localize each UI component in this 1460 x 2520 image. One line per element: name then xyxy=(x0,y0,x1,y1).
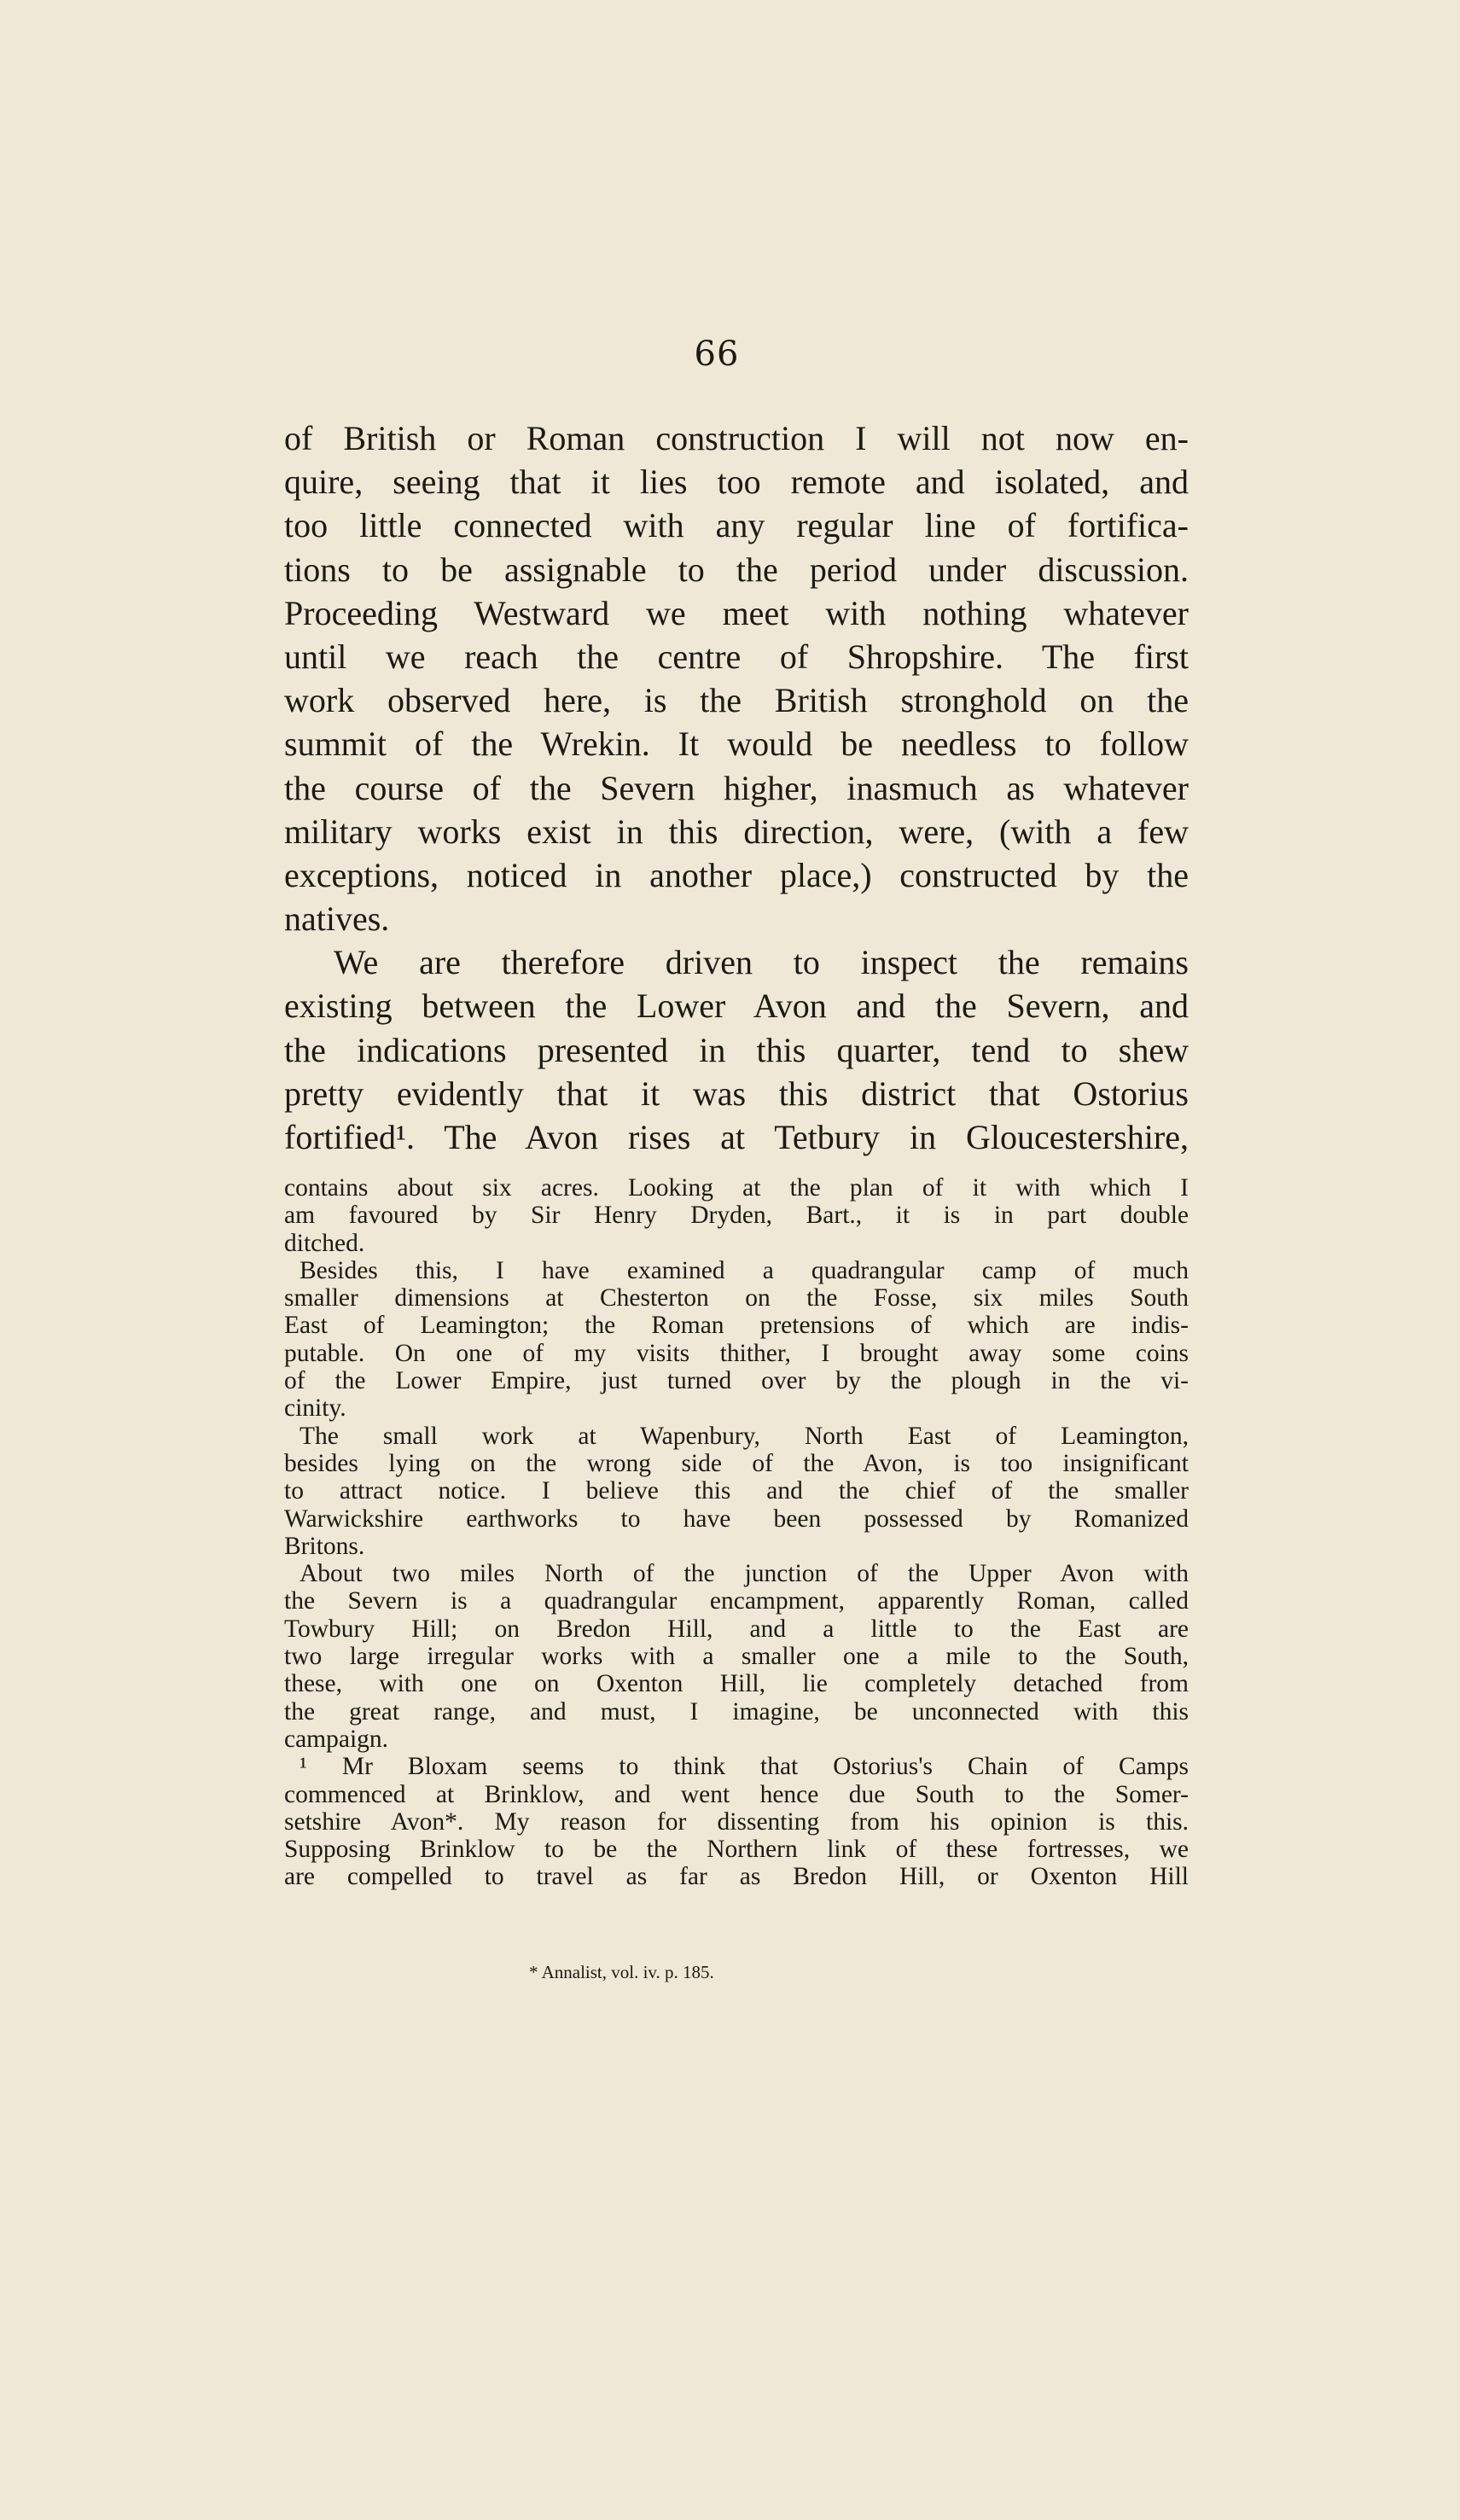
footnote-line: ¹ Mr Bloxam seems to think that Ostorius's Chain of Camps xyxy=(300,1753,1189,1781)
note-line: Besides this, I have examined a quadrangular camp of much xyxy=(300,1256,1189,1284)
note-line: these, with one on Oxenton Hill, lie completely detached from xyxy=(284,1670,1189,1698)
note-line: the great range, and must, I imagine, be unconnected with this xyxy=(284,1697,1189,1726)
note-line: besides lying on the wrong side of the Avon, is too insignificant xyxy=(284,1449,1189,1477)
note-line: to attract notice. I believe this and the chief of the smaller xyxy=(284,1477,1189,1505)
body-line: summit of the Wrekin. It would be needless to follow xyxy=(284,725,1189,764)
note-line: putable. On one of my visits thither, I brought away some coins xyxy=(284,1339,1189,1367)
page-number: 66 xyxy=(694,335,740,374)
note-line: two large irregular works with a smaller one a mile to the South, xyxy=(284,1643,1189,1671)
note-line: cinity. xyxy=(284,1394,346,1423)
note-line: smaller dimensions at Chesterton on the Fosse, six miles South xyxy=(284,1284,1189,1312)
body-line: the course of the Severn higher, inasmuch as whatever xyxy=(284,768,1189,807)
note-line: of the Lower Empire, just turned over by the plough in the vi- xyxy=(284,1367,1189,1395)
body-line: until we reach the centre of Shropshire. The first xyxy=(284,637,1189,676)
main-text xyxy=(284,416,1189,1159)
body-line: existing between the Lower Avon and the Severn, and xyxy=(284,986,1189,1026)
note-line: Towbury Hill; on Bredon Hill, and a little to the East are xyxy=(284,1615,1189,1643)
note-line: About two miles North of the junction of the Upper Avon with xyxy=(300,1560,1189,1588)
body-line: of British or Roman construction I will not now en- xyxy=(284,419,1189,457)
note-line: contains about six acres. Looking at the plan of it with which I xyxy=(284,1174,1189,1202)
body-line: the indications presented in this quarter, tend to shew xyxy=(284,1030,1189,1069)
body-line: too little connected with any regular line of fortifica- xyxy=(284,506,1189,545)
body-line: military works exist in this direction, were, (with a few xyxy=(284,812,1189,851)
note-line: the Severn is a quadrangular encampment, apparently Roman, called xyxy=(284,1587,1189,1615)
note-line: East of Leamington; the Roman pretensions of which are indis- xyxy=(284,1312,1189,1340)
note-line: campaign. xyxy=(284,1725,389,1753)
footnote-line: setshire Avon*. My reason for dissenting from his opinion is this. xyxy=(284,1807,1189,1836)
annalist-reference: * Annalist, vol. iv. p. 185. xyxy=(529,1962,714,1982)
body-line: work observed here, is the British stronghold on the xyxy=(284,681,1189,720)
note-line: ditched. xyxy=(284,1229,365,1257)
notes-text xyxy=(284,1174,1189,1891)
note-line: Warwickshire earthworks to have been possessed by Romanized xyxy=(284,1504,1189,1533)
footnote-line: Supposing Brinklow to be the Northern link of these fortresses, we xyxy=(284,1836,1189,1864)
body-line: fortified¹. The Avon rises at Tetbury in Gloucestershire, xyxy=(284,1118,1189,1156)
body-line: exceptions, noticed in another place,) constructed by the xyxy=(284,855,1189,894)
note-line: am favoured by Sir Henry Dryden, Bart., it is in part double xyxy=(284,1202,1189,1230)
body-line: natives. xyxy=(284,899,390,939)
body-line: pretty evidently that it was this district that Ostorius xyxy=(284,1074,1189,1113)
note-line: Britons. xyxy=(284,1532,365,1560)
body-line: quire, seeing that it lies too remote and isolated, and xyxy=(284,463,1189,502)
body-line: tions to be assignable to the period under discussion. xyxy=(284,550,1189,589)
note-line: The small work at Wapenbury, North East of Leamington, xyxy=(300,1422,1189,1450)
body-line: We are therefore driven to inspect the remains xyxy=(334,943,1189,982)
footnote-line: commenced at Brinklow, and went hence due South to the Somer- xyxy=(284,1780,1189,1808)
body-line: Proceeding Westward we meet with nothing whatever xyxy=(284,593,1189,632)
footnote-line: are compelled to travel as far as Bredon Hill, or Oxenton Hill xyxy=(284,1863,1189,1891)
